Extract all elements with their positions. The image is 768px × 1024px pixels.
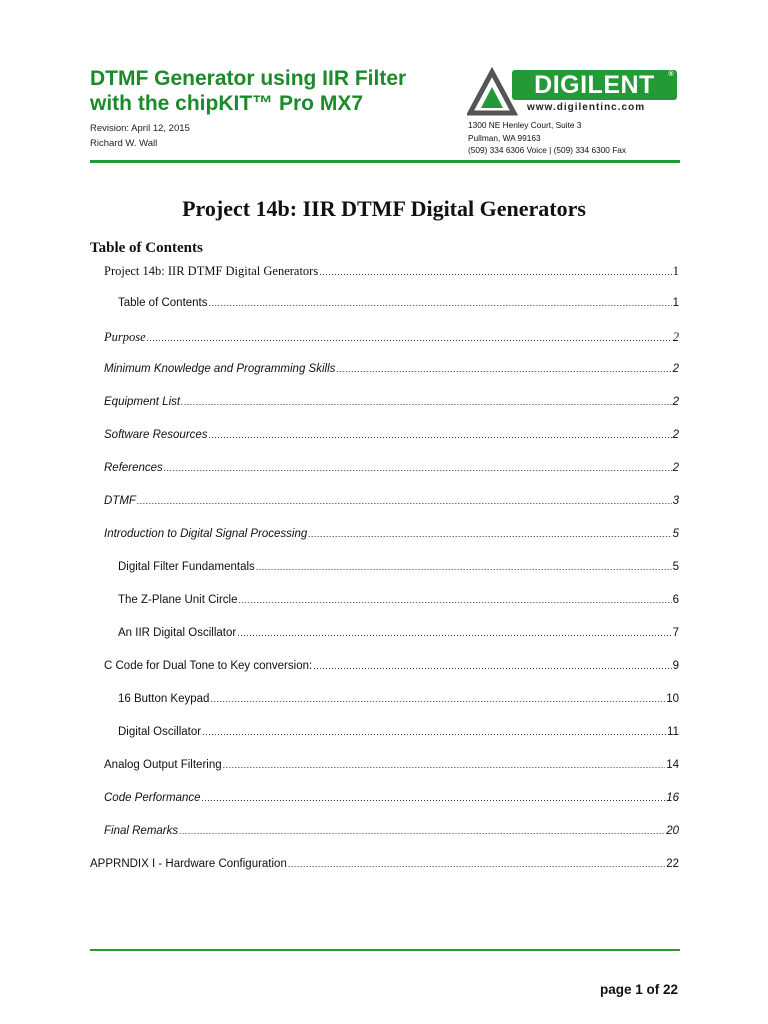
- toc-leader-dots: [288, 859, 665, 869]
- toc-entry-title: C Code for Dual Tone to Key conversion:: [104, 660, 313, 672]
- toc-entry-page: 1: [672, 297, 679, 309]
- toc-entry-title: Digital Oscillator: [118, 726, 202, 738]
- toc-entry-title: Equipment List: [104, 396, 181, 408]
- logo-text: DIGILENT: [534, 71, 655, 99]
- toc-entry-page: 16: [666, 792, 679, 804]
- toc-leader-dots: [313, 661, 671, 671]
- toc-entry-page: 22: [666, 858, 679, 870]
- toc-entry[interactable]: [104, 429, 679, 449]
- registered-mark: ®: [668, 71, 674, 78]
- toc-entry[interactable]: [118, 297, 679, 317]
- title-line-2: with the chipKIT™ Pro MX7: [90, 92, 364, 115]
- toc-entry-page: 3: [672, 495, 679, 507]
- toc-entry-page: 9: [672, 660, 679, 672]
- toc-entry[interactable]: [118, 627, 679, 647]
- page-number: page 1 of 22: [599, 982, 678, 997]
- toc-entry-title: APPRNDIX I - Hardware Configuration: [90, 858, 287, 870]
- toc-entry[interactable]: [104, 825, 679, 845]
- toc-entry[interactable]: [104, 462, 679, 482]
- toc-entry-page: 11: [667, 726, 679, 738]
- author-name: Richard W. Wall: [90, 138, 158, 149]
- toc-leader-dots: [256, 562, 672, 572]
- revision-date: Revision: April 12, 2015: [90, 123, 190, 134]
- toc-entry[interactable]: [118, 594, 679, 614]
- company-address: [468, 119, 626, 157]
- toc-entry[interactable]: [104, 264, 679, 284]
- toc-entry-title: Project 14b: IIR DTMF Digital Generators: [104, 264, 319, 278]
- logo-wordmark: [512, 70, 677, 100]
- toc-leader-dots: [137, 496, 672, 506]
- toc-entry[interactable]: [90, 858, 679, 878]
- toc-entry-page: 2: [672, 330, 679, 344]
- toc-entry[interactable]: [118, 693, 679, 713]
- toc-entry-page: 10: [666, 693, 679, 705]
- toc-leader-dots: [202, 793, 666, 803]
- toc-entry-title: Final Remarks: [104, 825, 179, 837]
- toc-entry-title: References: [104, 462, 163, 474]
- toc-entry-title: 16 Button Keypad: [118, 693, 210, 705]
- toc-entry[interactable]: [118, 726, 679, 746]
- toc-entry-page: 5: [672, 528, 679, 540]
- toc-entry-title: An IIR Digital Oscillator: [118, 627, 237, 639]
- document-meta: [90, 121, 190, 151]
- toc-entry-page: 5: [672, 561, 679, 573]
- toc-entry[interactable]: [104, 330, 679, 350]
- toc-leader-dots: [239, 595, 672, 605]
- toc-entry-page: 6: [672, 594, 679, 606]
- toc-entry-title: Table of Contents: [118, 297, 208, 309]
- digilent-logo: [467, 67, 677, 117]
- toc-leader-dots: [209, 430, 672, 440]
- footer-divider: [90, 949, 680, 951]
- toc-entry-title: Digital Filter Fundamentals: [118, 561, 255, 573]
- toc-entry-page: 14: [666, 759, 679, 771]
- toc-entry-page: 20: [666, 825, 679, 837]
- toc-leader-dots: [336, 364, 671, 374]
- toc-entry-page: 2: [672, 396, 679, 408]
- toc-entry-page: 2: [672, 462, 679, 474]
- project-title: Project 14b: IIR DTMF Digital Generators: [182, 196, 586, 221]
- toc-leader-dots: [181, 397, 672, 407]
- toc-heading: Table of Contents: [90, 240, 203, 256]
- toc-entry-title: Minimum Knowledge and Programming Skills: [104, 363, 336, 375]
- toc-entry-page: 7: [672, 627, 679, 639]
- toc-entry[interactable]: [104, 792, 679, 812]
- toc-entry-title: Purpose: [104, 330, 146, 344]
- toc-entry-page: 2: [672, 429, 679, 441]
- header-divider: [90, 160, 680, 163]
- toc-entry-page: 1: [672, 264, 679, 278]
- toc-entry-title: The Z-Plane Unit Circle: [118, 594, 238, 606]
- title-line-1: DTMF Generator using IIR Filter: [90, 67, 407, 90]
- toc-entry[interactable]: [104, 363, 679, 383]
- toc-entry-title: Software Resources: [104, 429, 208, 441]
- toc-leader-dots: [319, 267, 672, 277]
- address-line-2: Pullman, WA 99163: [468, 132, 541, 143]
- document-title: [90, 66, 460, 116]
- toc-leader-dots: [223, 760, 666, 770]
- toc-entry[interactable]: [118, 561, 679, 581]
- toc-entry-title: DTMF: [104, 495, 136, 507]
- toc-leader-dots: [237, 628, 671, 638]
- toc-leader-dots: [164, 463, 672, 473]
- toc-entry-title: Introduction to Digital Signal Processing: [104, 528, 308, 540]
- toc-entry[interactable]: [104, 759, 679, 779]
- toc-leader-dots: [179, 826, 665, 836]
- toc-entry[interactable]: [104, 528, 679, 548]
- logo-url: www.digilentinc.com: [527, 102, 646, 113]
- toc-leader-dots: [209, 298, 672, 308]
- toc-leader-dots: [308, 529, 671, 539]
- phone-fax-line: (509) 334 6306 Voice | (509) 334 6300 Fax: [468, 145, 627, 155]
- address-line-1: 1300 NE Henley Court, Suite 3: [468, 120, 582, 130]
- toc-entry-page: 2: [672, 363, 679, 375]
- toc-entry[interactable]: [104, 660, 679, 680]
- toc-leader-dots: [210, 694, 665, 704]
- toc-entry-title: Code Performance: [104, 792, 201, 804]
- toc-leader-dots: [202, 727, 666, 737]
- toc-entry[interactable]: [104, 396, 679, 416]
- toc-entry-title: Analog Output Filtering: [104, 759, 222, 771]
- toc-entry[interactable]: [104, 495, 679, 515]
- toc-leader-dots: [147, 333, 672, 343]
